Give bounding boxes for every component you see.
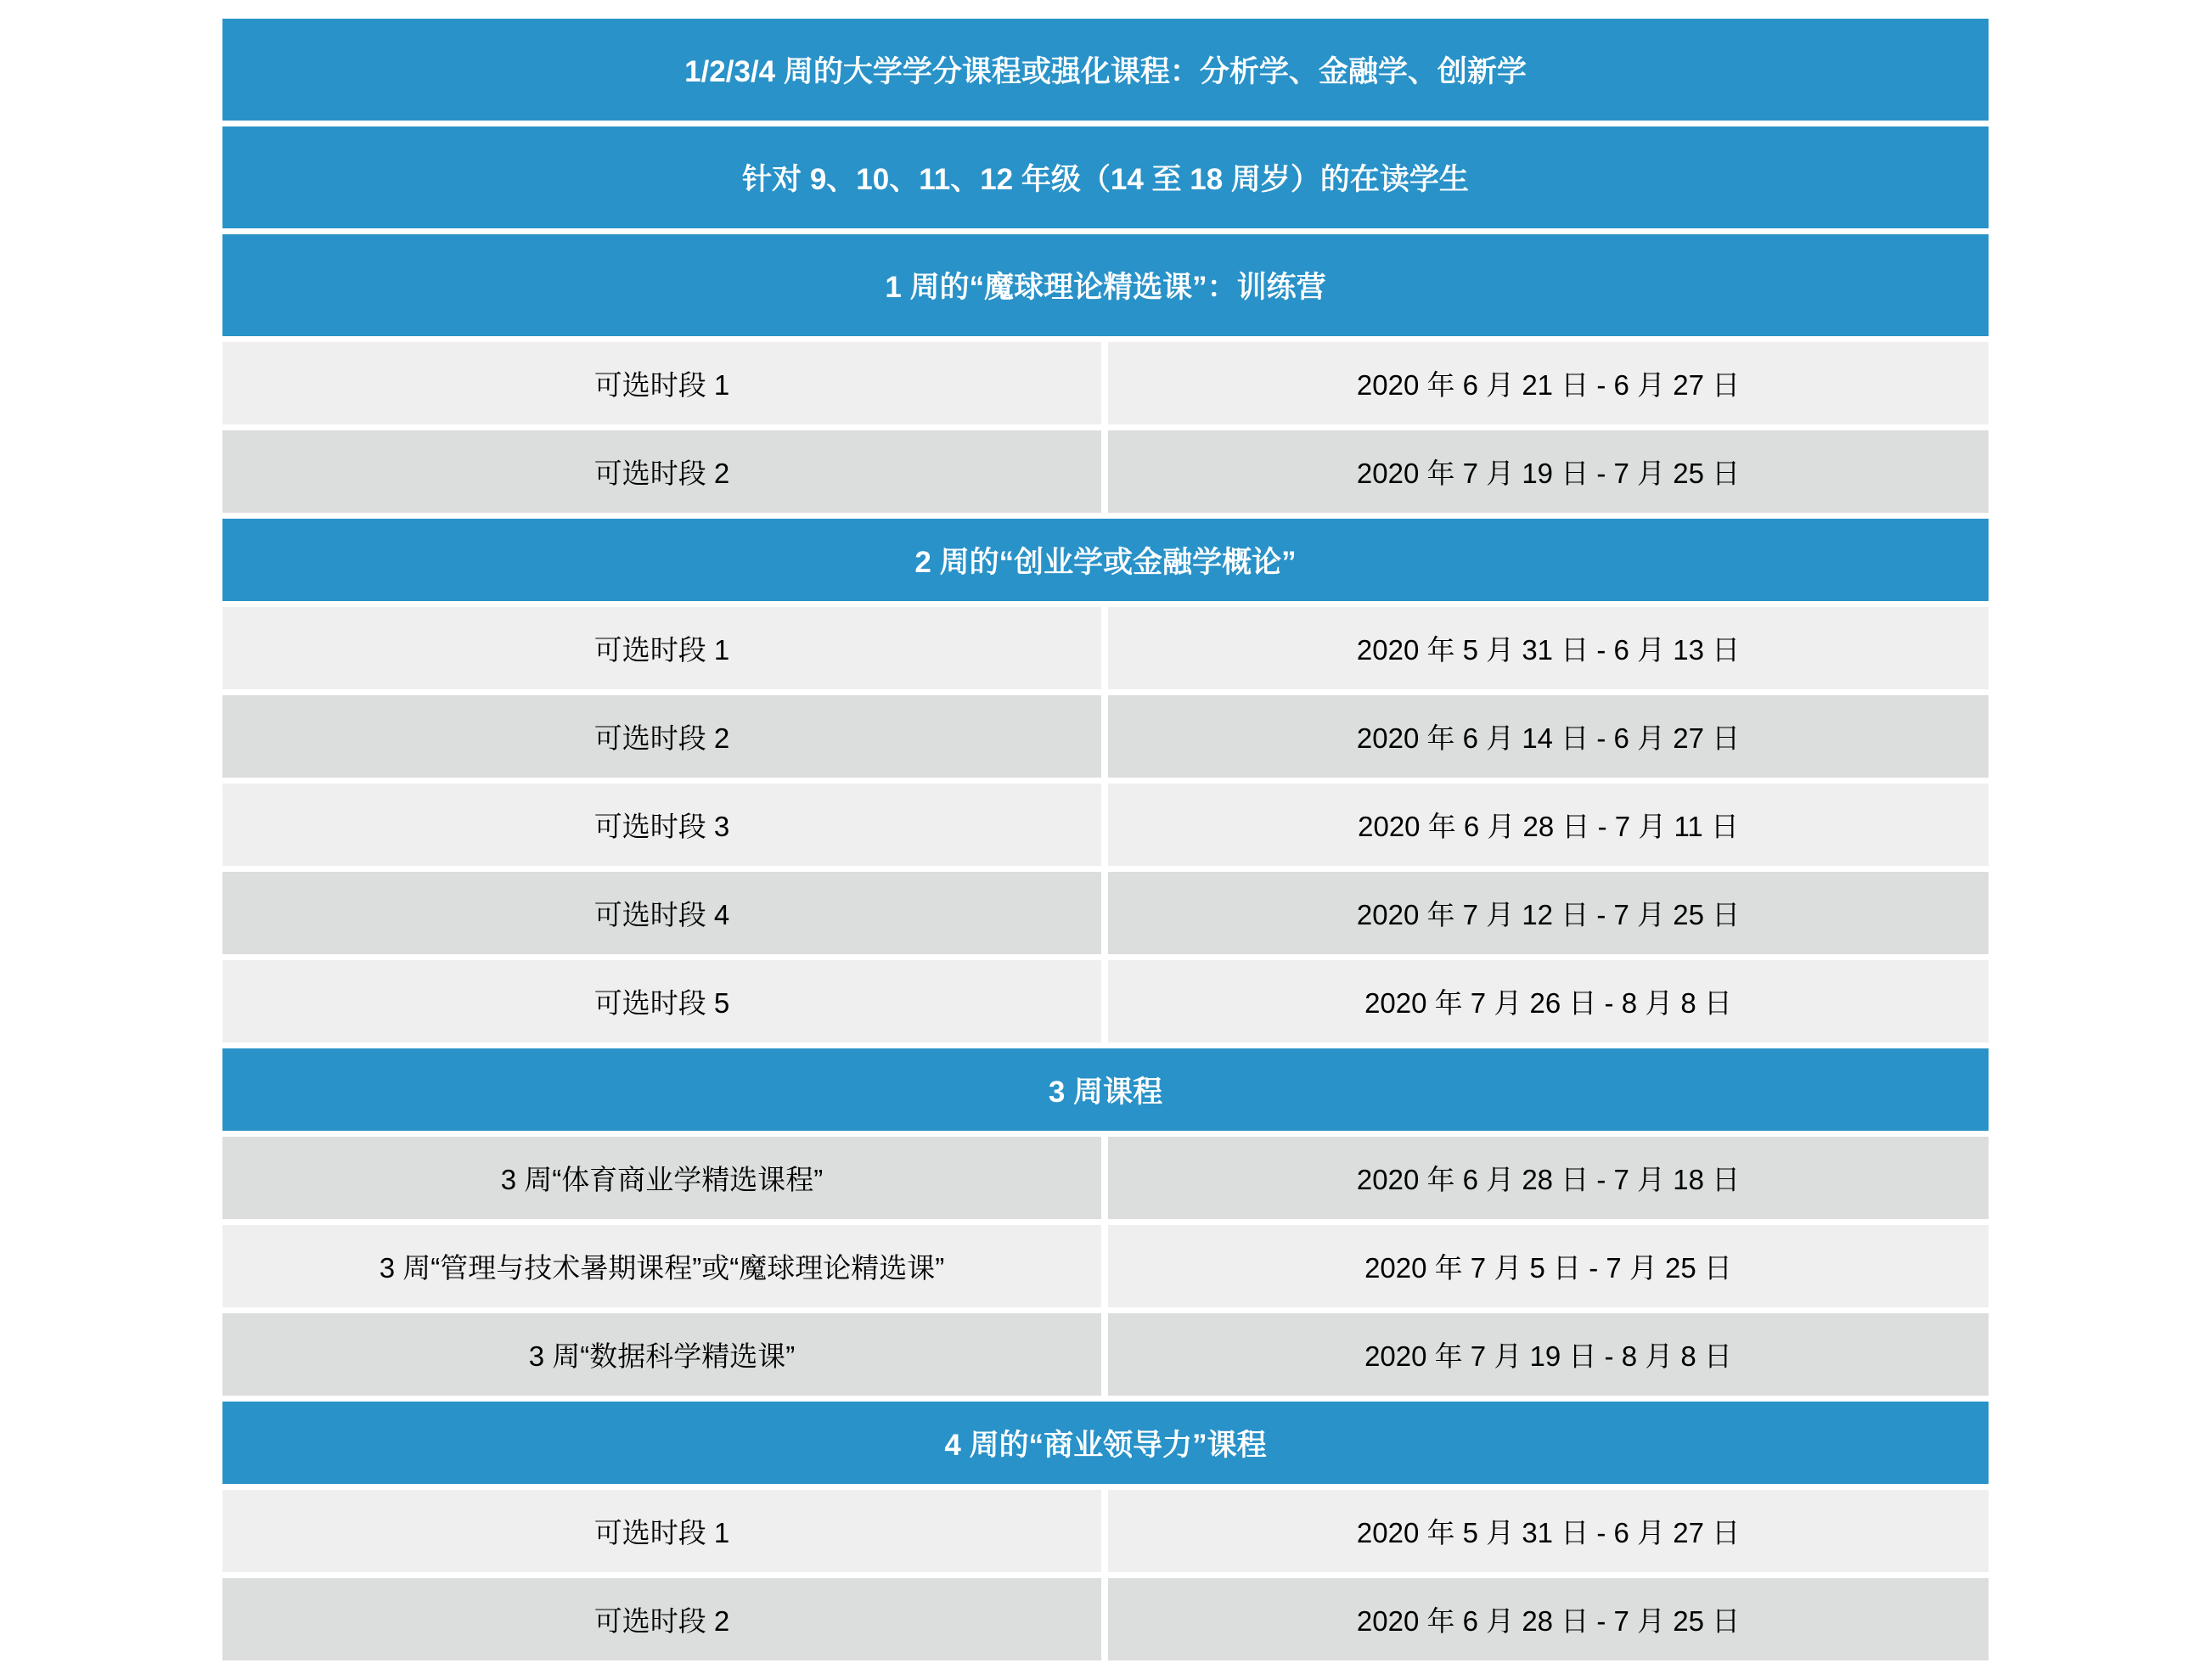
schedule-row: [222, 784, 1989, 866]
course-label: 3 周“体育商业学精选课程”: [500, 1164, 824, 1195]
section-header-label: 4 周的“商业领导力”课程: [944, 1428, 1267, 1462]
section-header-4-week: [222, 1402, 1989, 1484]
option-label-cell: [222, 342, 1101, 424]
schedule-row: [222, 430, 1989, 513]
course-label-cell: [222, 1225, 1101, 1307]
date-range-cell: [1108, 1137, 1989, 1219]
schedule-row: [222, 342, 1989, 424]
section-header-label: 3 周课程: [1048, 1075, 1163, 1109]
option-label-cell: [222, 430, 1101, 513]
schedule-row: [222, 960, 1989, 1042]
schedule-row: [222, 1490, 1989, 1572]
table-subtitle-row: [222, 126, 1989, 228]
option-label: 可选时段 2: [594, 458, 730, 489]
option-label-cell: [222, 1578, 1101, 1660]
date-range: 2020 年 7 月 19 日 - 7 月 25 日: [1356, 458, 1741, 489]
date-range: 2020 年 7 月 12 日 - 7 月 25 日: [1356, 899, 1741, 930]
schedule-row: [222, 607, 1989, 689]
date-range: 2020 年 5 月 31 日 - 6 月 27 日: [1356, 1517, 1741, 1548]
option-label-cell: [222, 1490, 1101, 1572]
date-range-cell: [1108, 695, 1989, 778]
option-label: 可选时段 2: [594, 722, 730, 754]
section-header-label: 2 周的“创业学或金融学概论”: [914, 545, 1297, 579]
section-header-3-week: [222, 1048, 1989, 1131]
course-label: 3 周“数据科学精选课”: [528, 1340, 796, 1372]
section-header-2-week: [222, 519, 1989, 601]
date-range-cell: [1108, 784, 1989, 866]
date-range-cell: [1108, 342, 1989, 424]
course-label: 3 周“管理与技术暑期课程”或“魔球理论精选课”: [379, 1252, 945, 1284]
option-label-cell: [222, 784, 1101, 866]
date-range: 2020 年 6 月 14 日 - 6 月 27 日: [1356, 722, 1741, 754]
date-range-cell: [1108, 1490, 1989, 1572]
option-label-cell: [222, 960, 1101, 1042]
date-range-cell: [1108, 1225, 1989, 1307]
option-label: 可选时段 1: [594, 634, 730, 666]
section-header-label: 1 周的“魔球理论精选课”：训练营: [885, 271, 1326, 304]
option-label: 可选时段 1: [594, 369, 730, 401]
schedule-row: [222, 1313, 1989, 1396]
date-range-cell: [1108, 1578, 1989, 1660]
date-range: 2020 年 6 月 28 日 - 7 月 18 日: [1356, 1164, 1741, 1195]
date-range: 2020 年 6 月 28 日 - 7 月 11 日: [1358, 811, 1739, 842]
course-label-cell: [222, 1313, 1101, 1396]
date-range: 2020 年 7 月 26 日 - 8 月 8 日: [1364, 987, 1732, 1019]
schedule-row: [222, 695, 1989, 778]
date-range-cell: [1108, 960, 1989, 1042]
schedule-row: [222, 872, 1989, 954]
section-header-1-week: [222, 234, 1989, 336]
date-range: 2020 年 6 月 21 日 - 6 月 27 日: [1356, 369, 1741, 401]
date-range: 2020 年 7 月 19 日 - 8 月 8 日: [1364, 1340, 1732, 1372]
schedule-row: [222, 1578, 1989, 1660]
option-label: 可选时段 2: [594, 1605, 730, 1637]
option-label: 可选时段 5: [594, 987, 730, 1019]
option-label-cell: [222, 607, 1101, 689]
date-range: 2020 年 6 月 28 日 - 7 月 25 日: [1356, 1605, 1741, 1637]
option-label: 可选时段 4: [594, 899, 730, 930]
option-label-cell: [222, 695, 1101, 778]
schedule-row: [222, 1225, 1989, 1307]
table-title: 1/2/3/4 周的大学学分课程或强化课程：分析学、金融学、创新学: [684, 55, 1527, 88]
option-label-cell: [222, 872, 1101, 954]
date-range: 2020 年 5 月 31 日 - 6 月 13 日: [1356, 634, 1741, 666]
course-label-cell: [222, 1137, 1101, 1219]
option-label: 可选时段 3: [594, 811, 730, 842]
course-schedule-table: [222, 19, 1989, 1660]
date-range: 2020 年 7 月 5 日 - 7 月 25 日: [1364, 1252, 1732, 1284]
date-range-cell: [1108, 607, 1989, 689]
option-label: 可选时段 1: [594, 1517, 730, 1548]
schedule-row: [222, 1137, 1989, 1219]
table-subtitle: 针对 9、10、11、12 年级（14 至 18 周岁）的在读学生: [742, 163, 1469, 196]
date-range-cell: [1108, 1313, 1989, 1396]
date-range-cell: [1108, 430, 1989, 513]
table-title-row: [222, 19, 1989, 121]
date-range-cell: [1108, 872, 1989, 954]
